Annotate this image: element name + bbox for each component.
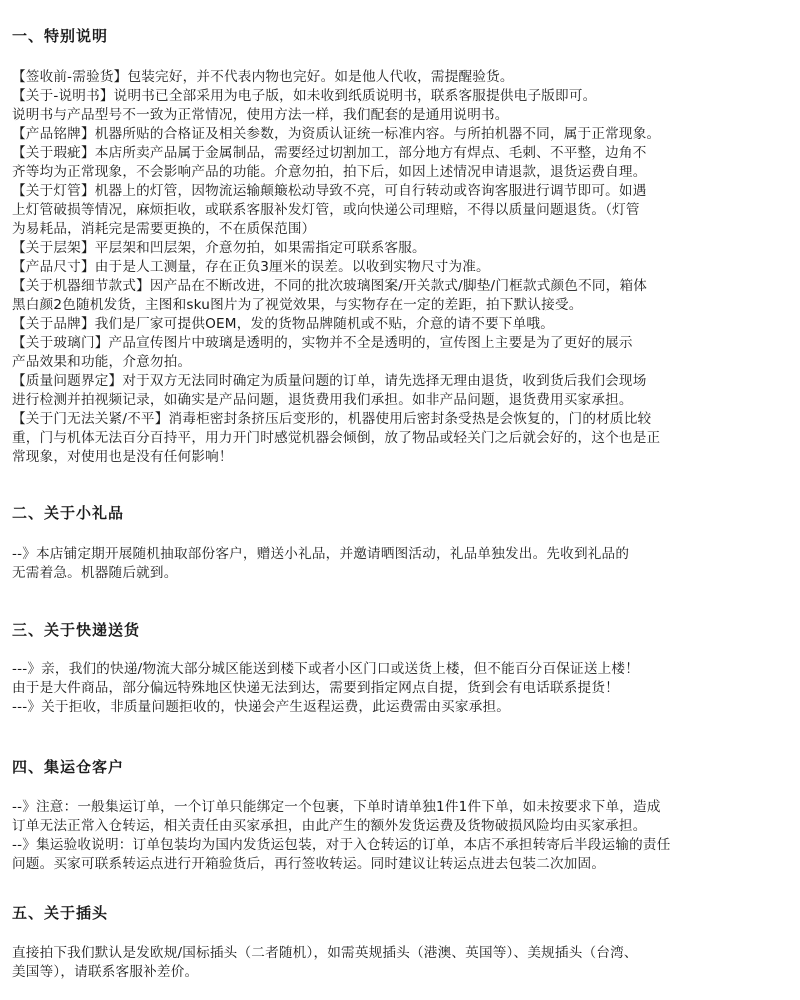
section-title: 五、关于插头	[12, 904, 109, 922]
text-line: 上灯管破损等情况，麻烦拒收，或联系客服补发灯管，或向快递公司理赔，不得以质量问题退货。（灯管	[12, 202, 640, 218]
text-line: --》集运验收说明：订单包装均为国内发货运包装，对于入仓转运的订单，本店不承担转寄后半段运输的责任	[12, 837, 671, 853]
text-line: 【产品尺寸】由于是人工测量，存在正负3厘米的误差。以收到实物尺寸为准。	[12, 259, 490, 275]
text-line: 【关于-说明书】说明书已全部采用为电子版，如未收到纸质说明书，联系客服提供电子版即可。	[12, 88, 597, 104]
text-line: 问题。买家可联系转运点进行开箱验货后，再行签收转运。同时建议让转运点进去包装二次加固。	[12, 856, 606, 872]
section-special-notes	[12, 26, 792, 467]
section-gifts	[12, 503, 792, 583]
paragraph-glass-door	[12, 334, 792, 372]
text-line: 由于是大件商品，部分偏远特殊地区快递无法到达，需要到指定网点自提，货到会有电话联系提货！	[12, 680, 619, 696]
text-line: 【签收前-需验货】包装完好，并不代表内物也完好。如是他人代收，需提醒验货。	[12, 69, 514, 85]
section-body	[12, 944, 792, 982]
paragraph-manual	[12, 87, 792, 125]
section-body	[12, 545, 792, 583]
section-title: 二、关于小礼品	[12, 504, 125, 522]
text-line: 说明书与产品型号不一致为正常情况，使用方法一样，我们配套的是通用说明书。	[12, 107, 509, 123]
section-title: 三、关于快递送货	[12, 621, 141, 639]
text-line: 【关于灯管】机器上的灯管，因物流运输颠簸松动导致不亮，可自行转动或咨询客服进行调节即可。如遇	[12, 183, 647, 199]
paragraph-shelf	[12, 239, 792, 258]
paragraph-consolidation-info	[12, 798, 792, 874]
text-line: 【关于层架】平层架和凹层架，介意勿拍，如果需指定可联系客服。	[12, 240, 426, 256]
paragraph-brand	[12, 315, 792, 334]
section-plug	[12, 903, 792, 982]
paragraph-inspect-before-sign	[12, 68, 792, 87]
text-line: 黑白颜2色随机发货，主图和sku图片为了视觉效果，与实物存在一定的差距，拍下默认接受。	[12, 297, 583, 313]
text-line: ---》关于拒收，非质量问题拒收的，快递会产生返程运费，此运费需由买家承担。	[12, 699, 511, 715]
paragraph-quality-issue	[12, 372, 792, 410]
paragraph-door-not-closing	[12, 410, 792, 467]
paragraph-size	[12, 258, 792, 277]
paragraph-plug-info	[12, 944, 792, 982]
text-line: 【关于机器细节款式】因产品在不断改进，不同的批次玻璃图案/开关款式/脚垫/门框款式颜色不同，箱体	[12, 278, 648, 294]
text-line: --》本店铺定期开展随机抽取部份客户，赠送小礼品，并邀请晒图活动，礼品单独发出。先收到礼品的	[12, 546, 630, 562]
text-line: --》注意：一般集运订单，一个订单只能绑定一个包裹，下单时请单独1件1件下单，如未按要求下单，造成	[12, 799, 661, 815]
section-consolidation-warehouse	[12, 757, 792, 874]
text-line: 【关于品牌】我们是厂家可提供OEM，发的货物品牌随机或不贴，介意的请不要下单哦。	[12, 316, 554, 332]
text-line: 订单无法正常入仓转运，相关责任由买家承担，由此产生的额外发货运费及货物破损风险均由买家承担。	[12, 818, 647, 834]
text-line: 【质量问题界定】对于双方无法同时确定为质量问题的订单，请先选择无理由退货，收到货后我们会现场	[12, 373, 647, 389]
text-line: 美国等），请联系客服补差价。	[12, 964, 199, 980]
text-line: 为易耗品，消耗完是需要更换的，不在质保范围）	[12, 221, 316, 237]
text-line: 【关于瑕疵】本店所卖产品属于金属制品，需要经过切割加工，部分地方有焊点、毛刺、不平整，边角不	[12, 145, 647, 161]
text-line: 齐等均为正常现象，不会影响产品的功能。介意勿拍，拍下后，如因上述情况申请退款，退货运费自理。	[12, 164, 647, 180]
paragraph-defects	[12, 144, 792, 182]
text-line: 【关于玻璃门】产品宣传图片中玻璃是透明的，实物并不全是透明的，宣传图上主要是为了更好的展示	[12, 335, 633, 351]
text-line: 进行检测并拍视频记录，如确实是产品问题，退货费用我们承担。如非产品问题，退货费用买家承担。	[12, 392, 633, 408]
text-line: 【产品铭牌】机器所贴的合格证及相关参数，为资质认证统一标准内容。与所拍机器不同，属于正常现象。	[12, 126, 661, 142]
section-delivery	[12, 620, 792, 717]
section-body	[12, 798, 792, 874]
paragraph-gift-info	[12, 545, 792, 583]
text-line: 产品效果和功能，介意勿拍。	[12, 354, 192, 370]
paragraph-delivery-info	[12, 660, 792, 717]
section-body	[12, 68, 792, 467]
text-line: 常现象，对使用也是没有任何影响！	[12, 449, 233, 465]
text-line: 无需着急。机器随后就到。	[12, 565, 178, 581]
paragraph-nameplate	[12, 125, 792, 144]
text-line: ---》亲，我们的快递/物流大部分城区能送到楼下或者小区门口或送货上楼，但不能百分百保证送上楼！	[12, 661, 640, 677]
paragraph-details-style	[12, 277, 792, 315]
section-title: 四、集运仓客户	[12, 758, 125, 776]
section-title: 一、特别说明	[12, 27, 109, 45]
text-line: 重，门与机体无法百分百持平，用力开门时感觉机器会倾倒，放了物品或轻关门之后就会好的，这个也是正	[12, 430, 661, 446]
text-line: 【关于门无法关紧/不平】消毒柜密封条挤压后变形的，机器使用后密封条受热是会恢复的，门的材质比较	[12, 411, 652, 427]
paragraph-lamp	[12, 182, 792, 239]
section-body	[12, 660, 792, 717]
text-line: 直接拍下我们默认是发欧规/国标插头（二者随机），如需英规插头（港澳、英国等）、美规插头（台湾、	[12, 945, 638, 961]
